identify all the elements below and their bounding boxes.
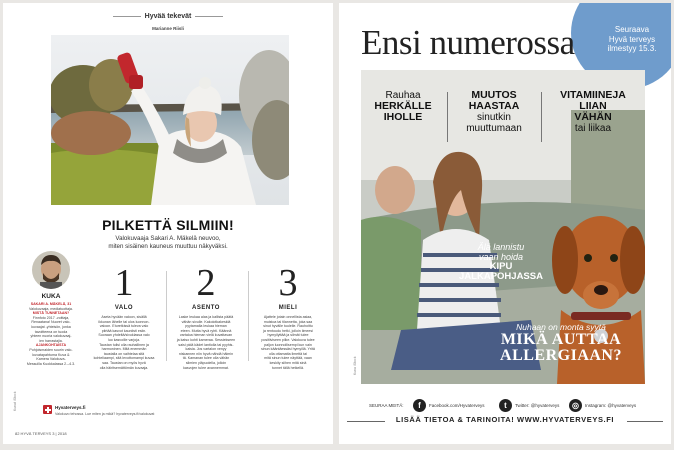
kuka-line: Renaatana! Nuoret valo- (31, 320, 71, 325)
allergia-teaser (481, 322, 641, 364)
kuka-line: Pohjoismaiden suurin valo- (29, 347, 73, 352)
teaser-light: Rauhaa (385, 90, 421, 101)
kipu-light: Älä lannistu (477, 242, 525, 252)
page-title: Ensi numerossa (361, 23, 575, 62)
step-line: ja rentoudu hetki, jolloin ilmeesi (263, 328, 313, 333)
step-title: VALO (114, 305, 134, 311)
social-bar (369, 399, 649, 413)
step-line: vartaloa hieman vielä kuvattavan (179, 333, 233, 338)
teaser-bold: HERKÄLLE (374, 100, 432, 112)
step-line: ikkunan lähelle tai ulos luonnon- (98, 319, 150, 324)
step-text (250, 315, 326, 370)
rule (347, 421, 385, 422)
allergia-bold: ALLERGIAAN? (500, 347, 622, 364)
facebook-icon[interactable]: f (413, 399, 426, 412)
teaser-bold: VÄHÄN (574, 111, 612, 123)
step-line: Aseta hyvään valoon, sisällä (101, 315, 147, 319)
step-line: Suoraan yhdeltä/sivuklassa valo (98, 333, 150, 338)
step-line: tunnet tällä hetkellä. (272, 365, 304, 370)
step-line: mitä sinun tulee näyttää, vaan (264, 356, 312, 361)
rule (113, 16, 141, 17)
social-label: SEURAA MEITÄ: (369, 403, 404, 408)
teaser-bold: HAASTAA (468, 100, 520, 112)
kipu-bold: KIPU (489, 261, 513, 272)
instagram-link[interactable]: Instagram: @hyvaterveys (585, 403, 637, 408)
step-line: niskannen niin hyvä nähdä hälmin (178, 351, 234, 356)
photo-credit: Kuvat iStock (13, 391, 17, 411)
step-text (168, 315, 244, 370)
kuka-line: Kamera Valokuva- (36, 357, 66, 362)
step-line: harmoninen. Mitä enemmän (101, 347, 147, 352)
step-2 (168, 263, 244, 370)
allergia-light: Nuhaan on monta syytä (516, 322, 606, 332)
step-line: Ajattele jotain onnellista asiaa, (263, 315, 313, 319)
teaser-light: tai liikaa (574, 123, 612, 134)
step-title: MIELI (278, 305, 298, 311)
headline: PILKETTÄ SILMIIN! (102, 217, 234, 233)
next-issue-line: ilmestyy 15.3. (607, 44, 657, 53)
teaser-bold: VITAMIINEJA (560, 89, 626, 101)
step-line: kaisia. Jos vartalon venyy (185, 347, 227, 352)
promo-link[interactable]: Valokuvo tehossa. Lue miten ja mikä? hyvaterveys.fi/valokuvat (55, 412, 155, 416)
step-line: ja katso kohti kameraa. Sessiekseen (176, 337, 236, 342)
cover-image (361, 70, 645, 384)
twitter-link[interactable]: Twitter: @hyvaterveys (515, 403, 560, 408)
kuka-line: kuvatapahtuma Kuva & (32, 352, 70, 357)
kuka-line: Finnfoto 2017 -voittaja, (32, 315, 70, 320)
rule (627, 421, 663, 422)
instagram-icon[interactable]: ◎ (569, 399, 582, 412)
red-cross-icon (43, 405, 52, 414)
kuka-line: yhteen nuoria valokuvaaj- (30, 334, 72, 339)
left-page (3, 3, 333, 444)
teaser-3 (543, 90, 643, 134)
cover-credit: Kuva iStock (353, 356, 357, 375)
step-line: valoon. Eturetkissä tuleva valo (99, 324, 149, 329)
step-line: pyytamalla leukaa hieman (185, 324, 227, 329)
step-line: piirtää kasvot kauniisti esiin. (101, 328, 147, 333)
allergia-bold: MIKÄ AUTTAA (500, 331, 622, 348)
teaser-bold: MUUTOS (471, 89, 517, 101)
step-line: hymyilyttää ja silmät tulee (267, 333, 309, 338)
man-portrait-illustration (32, 251, 70, 289)
teaser-divider (447, 92, 448, 142)
teaser-bold: IHOLLE (383, 111, 423, 123)
section-tag (3, 13, 333, 20)
folio: 82 HYVÄ TERVEYS 3 | 2018 (15, 431, 67, 436)
rule (195, 16, 223, 17)
right-page (339, 3, 671, 444)
kuka-line: Valokuvaaja, mediatuottaja. (29, 306, 73, 311)
promo-title: Hyvaterveys.fi (55, 405, 86, 410)
step-line: olla ottamatta ilmettä tai (269, 351, 307, 356)
step-line: silmien yläpuolella, jolloin (185, 360, 227, 365)
author: Marianne Riisli (152, 26, 184, 31)
section-tag-text: Hyvää tekevät (144, 13, 192, 20)
step-line: olla häiritsemättömän kuvaaja. (99, 365, 149, 370)
deck-line: Valokuvaaja Sakari A. Mäkelä neuvoo, (115, 235, 221, 242)
teaser-2 (449, 90, 539, 134)
step-line: taustalla on vaihtelaa sitä (103, 351, 145, 356)
kuka-subhead: MISTÄ TUNNETAAN? (32, 311, 70, 316)
step-1 (86, 263, 162, 370)
more-info-link[interactable]: LISÄÄ TIETOA & TARINOITA! WWW.HYVATERVEYS.FI (395, 415, 615, 424)
step-line: kohteliaampi, sitä levottomampi kuvaa (93, 356, 155, 361)
teaser-light: muuttumaan (466, 123, 522, 134)
facebook-link[interactable]: Facebook.com/Hyvaterveys (429, 403, 485, 408)
step-line: kasvojen tulee avannemmat. (183, 365, 229, 370)
teaser-divider (541, 92, 542, 142)
twitter-icon[interactable]: t (499, 399, 512, 412)
step-line: saisi pidä kädet lantiolla tai pyyhis- (178, 342, 234, 347)
more-info-bar (339, 415, 671, 424)
column-divider (248, 271, 249, 361)
step-line: sinut hyvälle tuulelle. Rauhoittu (263, 324, 313, 329)
step-line: keskity siihen mitä sinä (269, 360, 307, 365)
kuka-label: KUKA (41, 293, 61, 300)
teaser-light: sinutkin (477, 112, 511, 123)
next-issue-line: Seuraava (614, 25, 650, 34)
column-divider (166, 271, 167, 361)
kuka-name: SAKARI A. MÄKELÄ, 31 (30, 302, 72, 306)
teaser-bold: LIIAN (579, 100, 607, 112)
step-3 (250, 263, 326, 370)
woman-photographing-lake-illustration (51, 35, 289, 205)
kuka-line: ien harrastajia. (39, 338, 63, 343)
step-number: 3 (278, 262, 298, 304)
teaser-1 (361, 90, 445, 123)
step-line: positiiviseen pilke. Valokuva tulee (261, 337, 315, 342)
steps (86, 263, 326, 403)
step-number: 1 (114, 262, 134, 304)
next-issue-text (597, 25, 667, 54)
step-number: 2 (196, 262, 216, 304)
kuka-line: tavoitteena on tuoda (34, 329, 68, 334)
kipu-teaser (451, 242, 551, 282)
step-title: ASENTO (192, 305, 220, 311)
kuka-body (23, 302, 79, 366)
kuka-line: kuvaajat -yhteisön, jonka (31, 324, 71, 329)
step-line: luo kasvoille varjoja. (107, 337, 141, 342)
step-line: eteen. Mutta hyvä ryhti. Käännä (180, 328, 232, 333)
step-line: tä. Kamanan tulee olla vähän (182, 356, 230, 361)
kipu-light: vaan hoida (478, 252, 524, 262)
kuka-box (23, 251, 79, 366)
deck-line: miten sisäinen kauneus muuttuu näkyväksi. (108, 243, 228, 250)
step-line: sinun kääntäessäsi hymyillä. Yritä (261, 347, 315, 352)
step-line: Laske leukaa alas ja kallista päätä (178, 315, 234, 319)
kuka-subhead: AJANKOHTAISTA (35, 343, 67, 348)
next-issue-line: Hyvä terveys (608, 34, 656, 44)
step-line: muistoa tai tilannetta, joka saa (263, 319, 313, 324)
step-line: saa. Taustan on myös hyvä (102, 360, 146, 365)
kuka-line: Messuilla Kuokkalassa 2.–4.3. (26, 361, 76, 366)
step-line: paljon luonnollisempi kun vain (264, 342, 312, 347)
portrait-photo (51, 35, 289, 205)
avatar (32, 251, 70, 289)
deck (3, 235, 333, 251)
step-line: vähän sivulle. Kakoiotkakeskiä (181, 319, 231, 324)
step-line: Taustan tulisi olla rauhallinen ja (99, 342, 149, 347)
kipu-bold: JALKAPOHJASSA (459, 271, 543, 282)
step-text (86, 315, 162, 370)
